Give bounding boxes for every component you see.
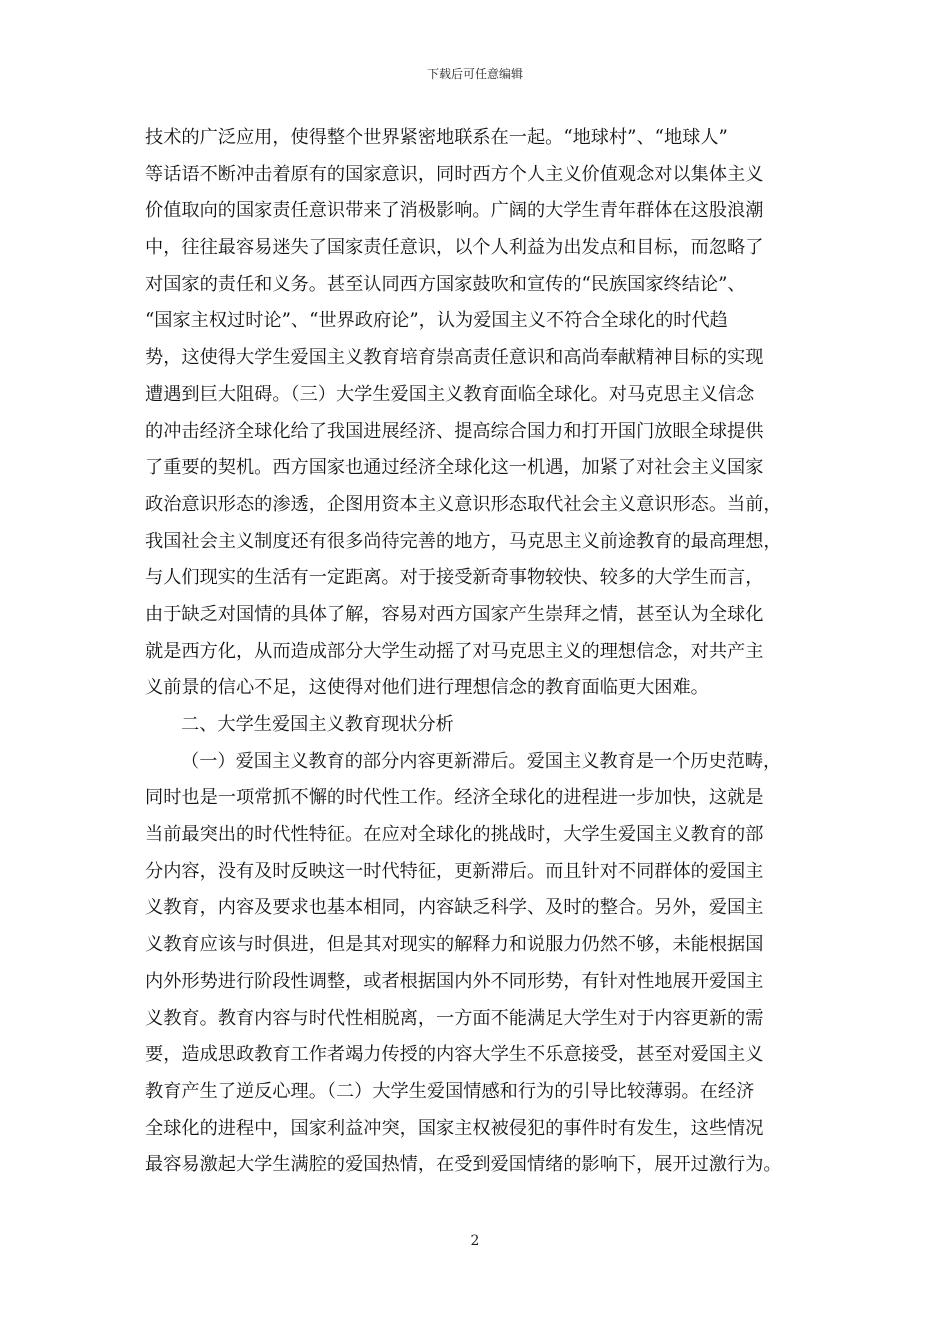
text-line: 中，往往最容易迷失了国家责任意识，以个人利益为出发点和目标，而忽略了 bbox=[145, 237, 764, 259]
text-line: 义教育应该与时俱进，但是其对现实的解释力和说服力仍然不够，未能根据国 bbox=[145, 934, 764, 956]
text-line: 由于缺乏对国情的具体了解，容易对西方国家产生崇拜之情，甚至认为全球化 bbox=[145, 603, 764, 625]
text-line: 我国社会主义制度还有很多尚待完善的地方，马克思主义前途教育的最高理想， bbox=[145, 530, 782, 552]
text-line: 势，这使得大学生爱国主义教育培育崇高责任意识和高尚奉献精神目标的实现 bbox=[145, 347, 764, 369]
section-heading: 二、大学生爱国主义教育现状分析 bbox=[181, 714, 454, 735]
text-line: 政治意识形态的渗透，企图用资本主义意识形态取代社会主义意识形态。当前， bbox=[145, 493, 782, 515]
paragraph-first-line: （一）爱国主义教育的部分内容更新滞后。爱国主义教育是一个历史范畴， bbox=[181, 750, 782, 772]
text-line: 同时也是一项常抓不懈的时代性工作。经济全球化的进程进一步加快，这就是 bbox=[145, 787, 764, 809]
text-line: 要，造成思政教育工作者竭力传授的内容大学生不乐意接受，甚至对爱国主义 bbox=[145, 1044, 764, 1066]
text-line: 最容易激起大学生满腔的爱国热情，在受到爱国情绪的影响下，展开过激行为。 bbox=[145, 1154, 782, 1176]
text-line: 对国家的责任和义务。甚至认同西方国家鼓吹和宣传的“民族国家终结论”、 bbox=[145, 273, 746, 295]
text-line: “国家主权过时论”、“世界政府论”，认为爱国主义不符合全球化的时代趋 bbox=[145, 310, 728, 332]
text-line: 了重要的契机。西方国家也通过经济全球化这一机遇，加紧了对社会主义国家 bbox=[145, 457, 764, 479]
text-line: 技术的广泛应用，使得整个世界紧密地联系在一起。“地球村”、“地球人” bbox=[145, 127, 728, 148]
body-text bbox=[145, 120, 805, 1184]
text-line: 等话语不断冲击着原有的国家意识，同时西方个人主义价值观念对以集体主义 bbox=[145, 163, 764, 185]
page-number: 2 bbox=[470, 1233, 480, 1249]
text-line: 全球化的进程中，国家利益冲突，国家主权被侵犯的事件时有发生，这些情况 bbox=[145, 1117, 764, 1139]
text-line: 分内容，没有及时反映这一时代特征，更新滞后。而且针对不同群体的爱国主 bbox=[145, 860, 764, 882]
text-line: 遭遇到巨大阻碍。（三）大学生爱国主义教育面临全球化。对马克思主义信念 bbox=[145, 383, 755, 405]
text-line: 的冲击经济全球化给了我国进展经济、提高综合国力和打开国门放眼全球提供 bbox=[145, 420, 764, 442]
text-line: 义教育。教育内容与时代性相脱离，一方面不能满足大学生对于内容更新的需 bbox=[145, 1007, 764, 1029]
text-line: 教育产生了逆反心理。（二）大学生爱国情感和行为的引导比较薄弱。在经济 bbox=[145, 1080, 755, 1102]
text-line: 与人们现实的生活有一定距离。对于接受新奇事物较快、较多的大学生而言， bbox=[145, 567, 764, 589]
text-line: 就是西方化，从而造成部分大学生动摇了对马克思主义的理想信念，对共产主 bbox=[145, 640, 764, 662]
text-line: 义前景的信心不足，这使得对他们进行理想信念的教育面临更大困难。 bbox=[145, 677, 709, 699]
text-line: 内外形势进行阶段性调整，或者根据国内外不同形势，有针对性地展开爱国主 bbox=[145, 970, 764, 992]
text-line: 价值取向的国家责任意识带来了消极影响。广阔的大学生青年群体在这股浪潮 bbox=[145, 200, 764, 222]
page-header: 下载后可任意编辑 bbox=[426, 67, 523, 81]
text-line: 当前最突出的时代性特征。在应对全球化的挑战时，大学生爱国主义教育的部 bbox=[145, 824, 764, 846]
text-line: 义教育，内容及要求也基本相同，内容缺乏科学、及时的整合。另外，爱国主 bbox=[145, 897, 764, 919]
